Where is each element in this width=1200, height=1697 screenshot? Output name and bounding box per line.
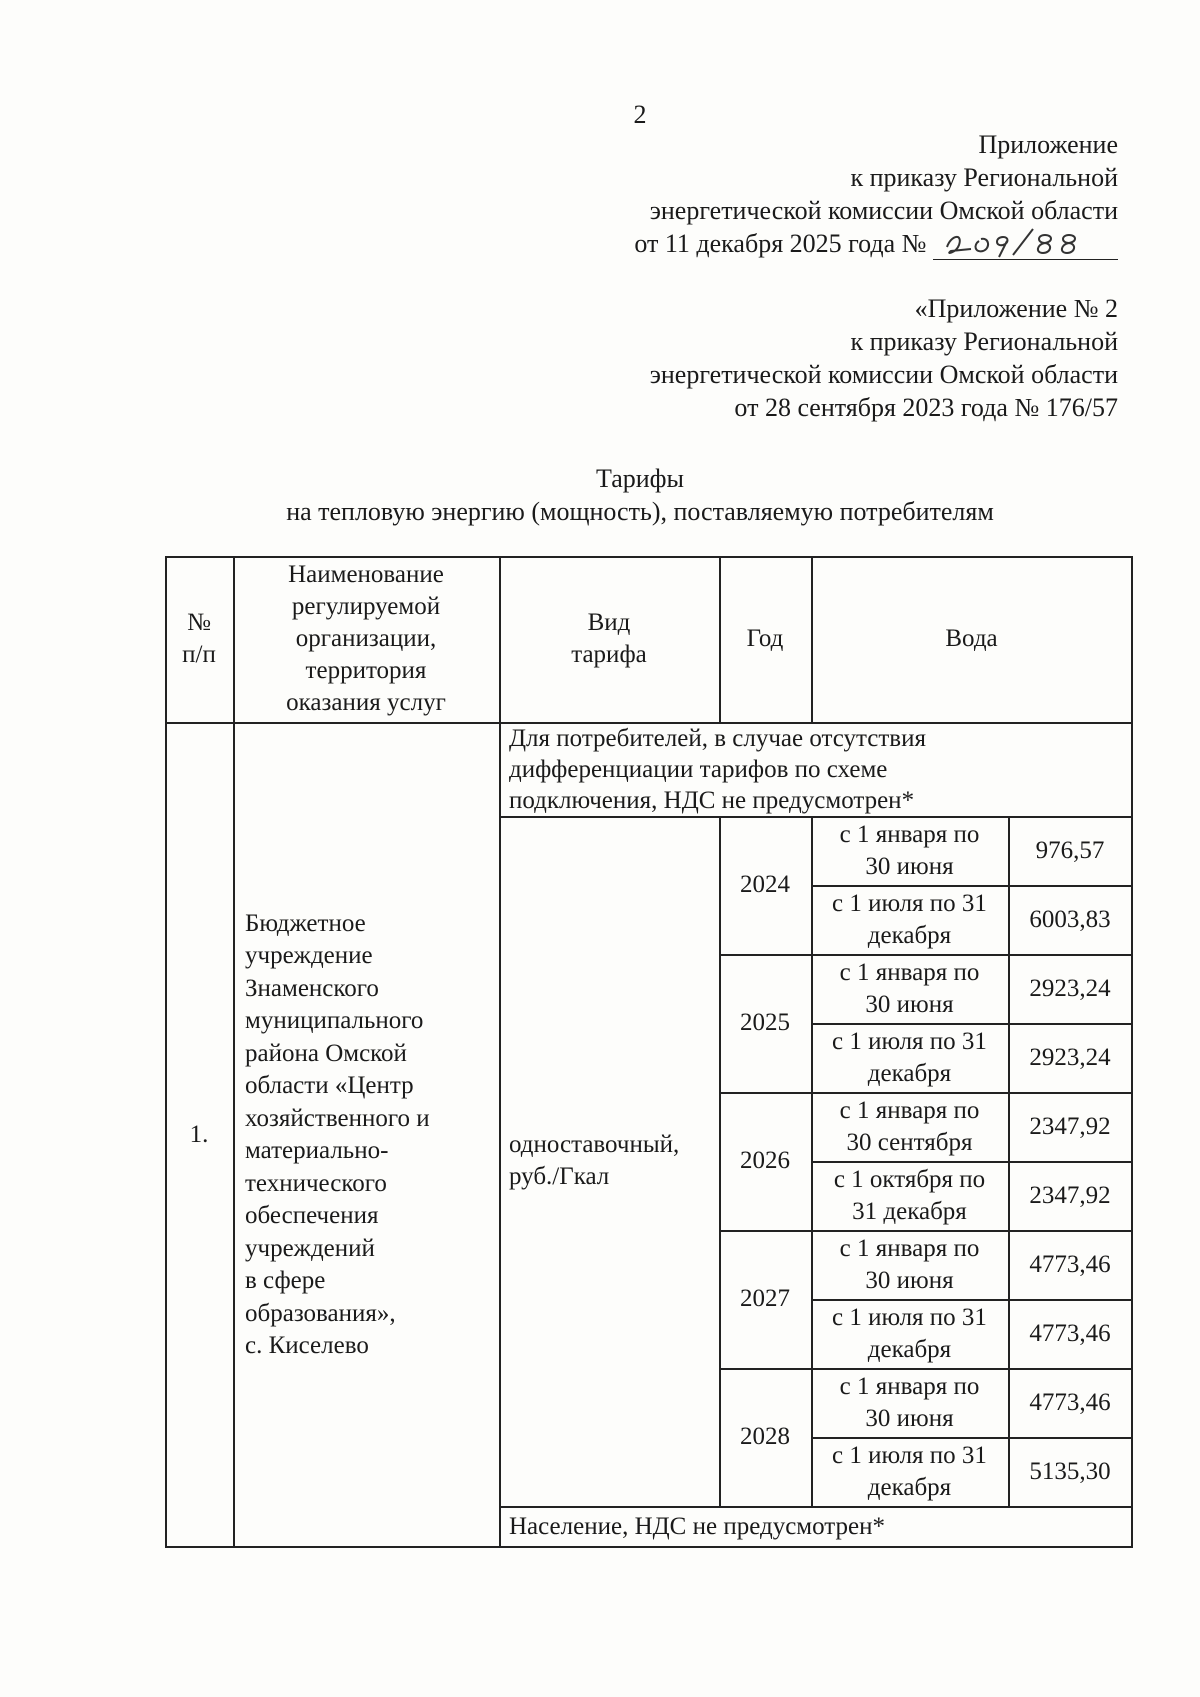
title-line-2: на тепловую энергию (мощность), поставляемую потребителям xyxy=(286,497,994,526)
row-number: 1. xyxy=(189,1121,209,1148)
title-line-1: Тарифы xyxy=(595,464,684,493)
value-2028-second: 5135,30 xyxy=(1029,1457,1111,1485)
previous-appendix-date: от 28 сентября 2023 года № 176/57 xyxy=(734,393,1118,422)
value-2026-second: 2347,92 xyxy=(1029,1181,1111,1209)
period-2025-second: с 1 июля по 31 декабря xyxy=(832,1027,987,1087)
appendix-order-ref: к приказу Региональной xyxy=(850,163,1118,192)
value-2027-first: 4773,46 xyxy=(1029,1250,1111,1278)
period-2028-second: с 1 июля по 31 декабря xyxy=(832,1441,987,1501)
tariff-type: одноставочный, руб./Гкал xyxy=(509,1131,680,1190)
value-2025-first: 2923,24 xyxy=(1029,974,1111,1002)
value-2025-second: 2923,24 xyxy=(1029,1043,1111,1071)
section-population: Население, НДС не предусмотрен* xyxy=(509,1513,885,1540)
value-2024-first: 976,57 xyxy=(1035,836,1105,864)
appendix-title: Приложение xyxy=(978,130,1118,159)
period-2024-second: с 1 июля по 31 декабря xyxy=(832,889,987,949)
header-year: Год xyxy=(746,625,784,652)
previous-appendix-title: «Приложение № 2 xyxy=(914,294,1118,323)
period-2027-first: с 1 января по 30 июня xyxy=(839,1234,980,1294)
value-2026-first: 2347,92 xyxy=(1029,1112,1111,1140)
section-consumers: Для потребителей, в случае отсутствия дифференциации тарифов по схеме подключения, НДС не предусмотрен* xyxy=(509,724,926,814)
value-2027-second: 4773,46 xyxy=(1029,1319,1111,1347)
header-tariff-type: Вид тарифа xyxy=(571,609,647,668)
year-2024: 2024 xyxy=(740,871,790,898)
previous-appendix-order-ref: к приказу Региональной xyxy=(850,327,1118,356)
value-2024-second: 6003,83 xyxy=(1029,905,1111,933)
period-2026-second: с 1 октября по 31 декабря xyxy=(833,1165,986,1225)
previous-appendix-commission: энергетической комиссии Омской области xyxy=(649,360,1118,389)
header-organization: Наименование регулируемой организации, территория оказания услуг xyxy=(286,561,446,716)
appendix-commission: энергетической комиссии Омской области xyxy=(649,196,1118,225)
tariff-table xyxy=(165,556,1132,1548)
organization-name: Бюджетное учреждение Знаменского муниципального района Омской области «Центр хозяйственного и материально- технического обеспечения учреждений в сфере образования», с. Киселево xyxy=(245,909,430,1359)
appendix-header-previous xyxy=(650,292,1118,424)
year-2025: 2025 xyxy=(740,1009,790,1036)
period-2025-first: с 1 января по 30 июня xyxy=(839,958,980,1018)
order-number-field xyxy=(933,229,1118,260)
appendix-date: от 11 декабря 2025 года № xyxy=(634,229,927,258)
period-2024-first: с 1 января по 30 июня xyxy=(839,820,980,880)
year-2027: 2027 xyxy=(740,1285,790,1312)
period-2028-first: с 1 января по 30 июня xyxy=(839,1372,980,1432)
header-number: № п/п xyxy=(182,609,216,668)
header-water: Вода xyxy=(945,625,998,652)
value-2028-first: 4773,46 xyxy=(1029,1388,1111,1416)
handwritten-order-number xyxy=(941,223,1091,259)
year-2028: 2028 xyxy=(740,1423,790,1450)
page-number: 2 xyxy=(633,100,647,129)
year-2026: 2026 xyxy=(740,1147,790,1174)
appendix-header-current xyxy=(634,128,1118,260)
appendix-date-line xyxy=(634,227,1118,260)
document-title xyxy=(0,462,1200,528)
period-2026-first: с 1 января по 30 сентября xyxy=(839,1096,980,1156)
period-2027-second: с 1 июля по 31 декабря xyxy=(832,1303,987,1363)
